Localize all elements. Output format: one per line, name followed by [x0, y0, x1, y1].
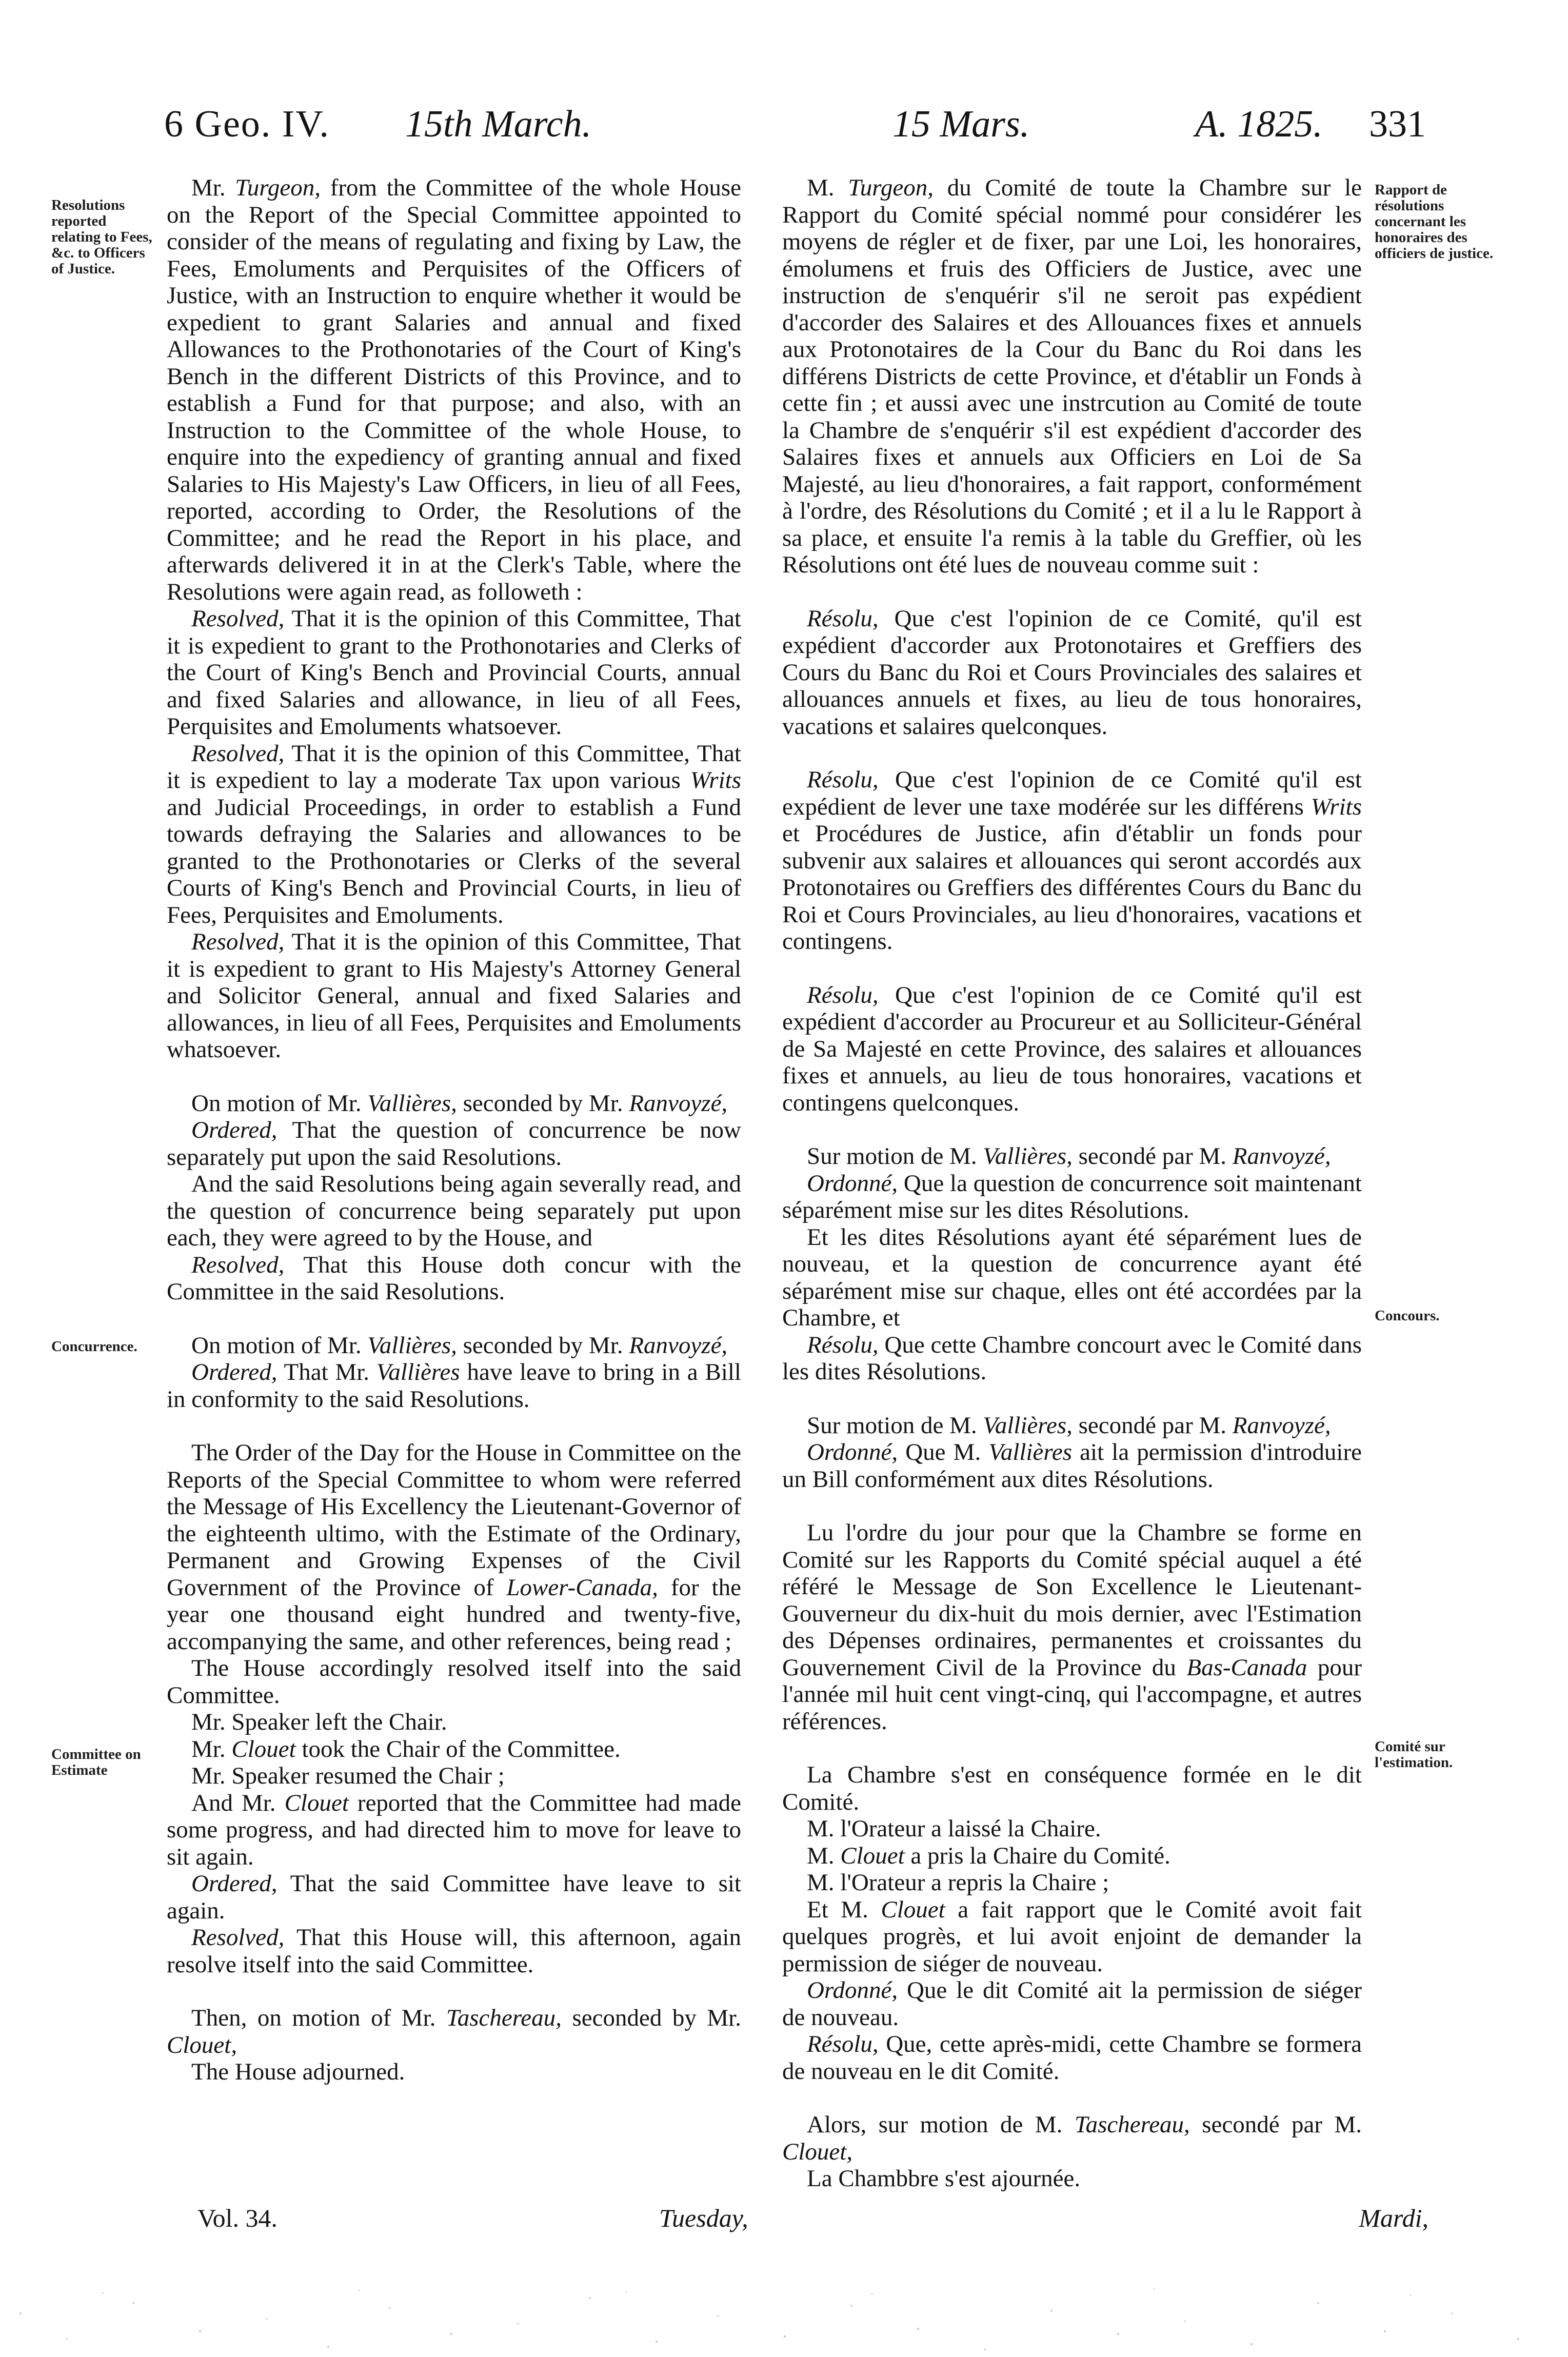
margin-note-resolutions-fr: Rapport de résolutions concernant les honoraires des officiers de justice. — [1375, 182, 1494, 262]
french-column — [782, 174, 1362, 2192]
fr-paragraph-ordre-du-jour: Lu l'ordre du jour pour que la Chambre se forme en Comité sur les Rapports du Comité spécial auquel a été référé le Message de Son Excellence le Lieutenant-Gouverneur du dix-huit du mois dernier, avec l'Estimation des Dépenses ordinaires, permanentes et croissantes du Gouvernement Civil de la Province du Bas-Canada pour l'année mil huit cent vingt-cinq, qui l'accompagne, et autres références. — [782, 1519, 1362, 1735]
fr-paragraph-resolu-1: Résolu, Que c'est l'opinion de ce Comité, qu'il est expédient d'accorder aux Protonotaires et Greffiers des Cours du Banc du Roi et Cours Provinciales des salaires et allouances annuels et fixes, au lieu de tous honoraires, vacations et salaires quelconques. — [782, 605, 1362, 740]
fr-paragraph-motion-2: Sur motion de M. Vallières, secondé par M. Ranvoyzé, — [807, 1412, 1331, 1439]
footer-volume: Vol. 34. — [197, 2204, 278, 2232]
fr-paragraph-concourt: Résolu, Que cette Chambre concourt avec le Comité dans les dites Résolutions. — [782, 1331, 1362, 1385]
margin-note-concurrence-fr: Concours. — [1375, 1308, 1440, 1324]
en-paragraph-clouet-chair: Mr. Clouet took the Chair of the Committee. — [191, 1735, 621, 1762]
fr-paragraph-ajournee: La Chambbre s'est ajournée. — [807, 2165, 1081, 2192]
fr-paragraph-clouet-rapport: Et M. Clouet a fait rapport que le Comité avoit fait quelques progrès, et lui avoit enjoint de demander la permission de siéger de nouveau. — [782, 1896, 1362, 1977]
page-footer — [197, 2203, 1428, 2244]
margin-note-concurrence-en: Concurrence. — [51, 1338, 137, 1355]
header-month-fr: 15 Mars. — [892, 103, 1030, 145]
page-number: 331 — [1369, 103, 1426, 145]
fr-paragraph-clouet-chaire: M. Clouet a pris la Chaire du Comité. — [807, 1842, 1170, 1869]
header-year: A. 1825. — [1195, 103, 1323, 145]
en-paragraph-agreed: And the said Resolutions being again severally read, and the question of concurrence being separately put upon each, they were agreed to by the House, and — [167, 1171, 741, 1251]
en-paragraph-adjourned: The House adjourned. — [191, 2058, 405, 2085]
fr-paragraph-report: M. Turgeon, du Comité de toute la Chambre sur le Rapport du Comité spécial nommé pour considérer les moyens de régler et de fixer, par une Loi, les honoraires, émolumens et fruis des Officiers de Justice, avec une instruction de s'enquérir s'il ne seroit pas expédient d'accorder des Salaires et des Allouances fixes et annuels aux Protonotaires de la Cour du Banc du Roi dans les différens Districts de cette Province, et d'établir un Fonds à cette fin ; et aussi avec une instrcution au Comité de toute la Chambre de s'enquérir s'il est expédient d'accorder des Salaires fixes et annuels aux Officiers en Loi de Sa Majesté, au lieu d'honoraires, a fait rapport, conformément à l'ordre, des Résolutions du Comité ; et il a lu le Rapport à sa place, et ensuite l'a remis à la table du Greffier, où les Résolutions ont été lues de nouveau comme suit : — [782, 174, 1362, 578]
header-reign: 6 Geo. IV. — [164, 103, 330, 145]
en-paragraph-speaker-left: Mr. Speaker left the Chair. — [191, 1709, 447, 1735]
fr-paragraph-comite: La Chambre s'est en conséquence formée en le dit Comité. — [782, 1761, 1362, 1815]
en-paragraph-order-of-day: The Order of the Day for the House in Committee on the Reports of the Special Committee to whom were referred the Message of His Excellency the Lieutenant-Governor of the eighteenth ultimo, with the Estimate of the Ordinary, Permanent and Growing Expenses of the Civil Government of the Province of Lower-Canada, for the year one thousand eight hundred and twenty-five, accompanying the same, and other references, being read ; — [167, 1439, 741, 1655]
en-paragraph-motion-1: On motion of Mr. Vallières, seconded by Mr. Ranvoyzé, — [191, 1090, 728, 1117]
fr-paragraph-resolu-3: Résolu, Que c'est l'opinion de ce Comité qu'il est expédient d'accorder au Procureur et au Solliciteur-Général de Sa Majesté en cette Province, des salaires et allouances fixes et annuels, au lieu de tous honoraires, vacations et contingens quelconques. — [782, 981, 1362, 1116]
en-paragraph-resolved-2: Resolved, That it is the opinion of this Committee, That it is expedient to lay a moderate Tax upon various Writs and Judicial Proceedings, in order to establish a Fund towards defraying the Salaries and allowances to be granted to the Prothonotaries or Clerks of the several Courts of King's Bench and Provincial Courts, in lieu of Fees, Perquisites and Emoluments. — [167, 740, 741, 928]
fr-paragraph-orateur-laisse: M. l'Orateur a laissé la Chaire. — [807, 1815, 1101, 1842]
header-month-en: 15th March. — [405, 103, 592, 145]
en-paragraph-resolved-4: Resolved, That this House will, this afternoon, again resolve itself into the said Committee. — [167, 1924, 741, 1978]
fr-paragraph-ordonne-1: Ordonné, Que la question de concurrence soit maintenant séparément mise sur les dites Résolutions. — [782, 1170, 1362, 1223]
page-header — [164, 103, 1426, 159]
fr-paragraph-orateur-repris: M. l'Orateur a repris la Chaire ; — [807, 1869, 1109, 1896]
en-paragraph-ordered-1: Ordered, That the question of concurrence be now separately put upon the said Resolutions. — [167, 1117, 741, 1171]
en-paragraph-resolved-1: Resolved, That it is the opinion of this Committee, That it is expedient to grant to the Prothonotaries and Clerks of the Court of King's Bench and Provincial Courts, annual and fixed Salaries and allowance, in lieu of all Fees, Perquisites and Emoluments whatsoever. — [167, 605, 741, 740]
margin-note-committee-fr: Comité sur l'estimation. — [1375, 1738, 1453, 1771]
fr-paragraph-motion-1: Sur motion de M. Vallières, secondé par M. Ranvoyzé, — [807, 1143, 1331, 1170]
en-paragraph-committee: The House accordingly resolved itself into the said Committee. — [167, 1655, 741, 1709]
en-paragraph-report: Mr. Turgeon, from the Committee of the whole House on the Report of the Special Committee appointed to consider of the means of regulating and fixing by Law, the Fees, Emoluments and Perquisites of the Officers of Justice, with an Instruction to enquire whether it would be expedient to grant Salaries and annual and fixed Allowances to the Prothonotaries of the Court of King's Bench in the different Districts of this Province, and to establish a Fund for that purpose; and also, with an Instruction to the Committee of the whole House, to enquire into the expediency of granting annual and fixed Salaries to His Majesty's Law Officers, in lieu of all Fees, reported, according to Order, the Resolutions of the Committee; and he read the Report in his place, and afterwards delivered it in at the Clerk's Table, where the Resolutions were again read, as followeth : — [167, 174, 741, 605]
footer-catchword-fr: Mardi, — [1359, 2204, 1428, 2232]
fr-paragraph-ordonne-2: Ordonné, Que M. Vallières ait la permission d'introduire un Bill conformément aux dites Résolutions. — [782, 1439, 1362, 1493]
en-paragraph-speaker-resumed: Mr. Speaker resumed the Chair ; — [191, 1762, 505, 1789]
scan-noise — [0, 2283, 1568, 2357]
fr-paragraph-accordees: Et les dites Résolutions ayant été séparément lues de nouveau, et la question de concurrence ayant été séparément mise sur chaque, elles ont été accordées par la Chambre, et — [782, 1223, 1362, 1331]
fr-paragraph-motion-3: Alors, sur motion de M. Taschereau, secondé par M. Clouet, — [782, 2111, 1362, 2165]
en-paragraph-motion-3: Then, on motion of Mr. Taschereau, seconded by Mr. Clouet, — [167, 2005, 741, 2058]
fr-paragraph-resolu-4: Résolu, Que, cette après-midi, cette Chambre se formera de nouveau en le dit Comité. — [782, 2031, 1362, 2085]
english-column — [167, 174, 741, 2086]
en-paragraph-motion-2: On motion of Mr. Vallières, seconded by Mr. Ranvoyzé, — [191, 1332, 728, 1359]
margin-note-committee-en: Committee on Estimate — [51, 1746, 141, 1778]
en-paragraph-ordered-2: Ordered, That Mr. Vallières have leave to bring in a Bill in conformity to the said Resolutions. — [167, 1359, 741, 1413]
fr-paragraph-ordonne-3: Ordonné, Que le dit Comité ait la permission de siéger de nouveau. — [782, 1977, 1362, 2031]
footer-catchword-en: Tuesday, — [659, 2204, 748, 2232]
en-paragraph-concur: Resolved, That this House doth concur with the Committee in the said Resolutions. — [167, 1251, 741, 1305]
fr-paragraph-resolu-2: Résolu, Que c'est l'opinion de ce Comité qu'il est expédient de lever une taxe modérée sur les différens Writs et Procédures de Justice, afin d'établir un fonds pour subvenir aux salaires et allouances qui seront accordés aux Protonotaires ou Greffiers des différentes Cours du Banc du Roi et Cours Provinciales, au lieu d'honoraires, vacations et contingens. — [782, 766, 1362, 955]
en-paragraph-clouet-reported: And Mr. Clouet reported that the Committee had made some progress, and had directed him to move for leave to sit again. — [167, 1789, 741, 1870]
margin-note-resolutions-en: Resolutions reported relating to Fees, &c. to Officers of Justice. — [51, 197, 152, 277]
header-left — [164, 103, 592, 146]
en-paragraph-resolved-3: Resolved, That it is the opinion of this Committee, That it is expedient to grant to His Majesty's Attorney General and Solicitor General, annual and fixed Salaries and allowances, in lieu of all Fees, Perquisites and Emoluments whatsoever. — [167, 928, 741, 1063]
en-paragraph-ordered-3: Ordered, That the said Committee have leave to sit again. — [167, 1870, 741, 1924]
